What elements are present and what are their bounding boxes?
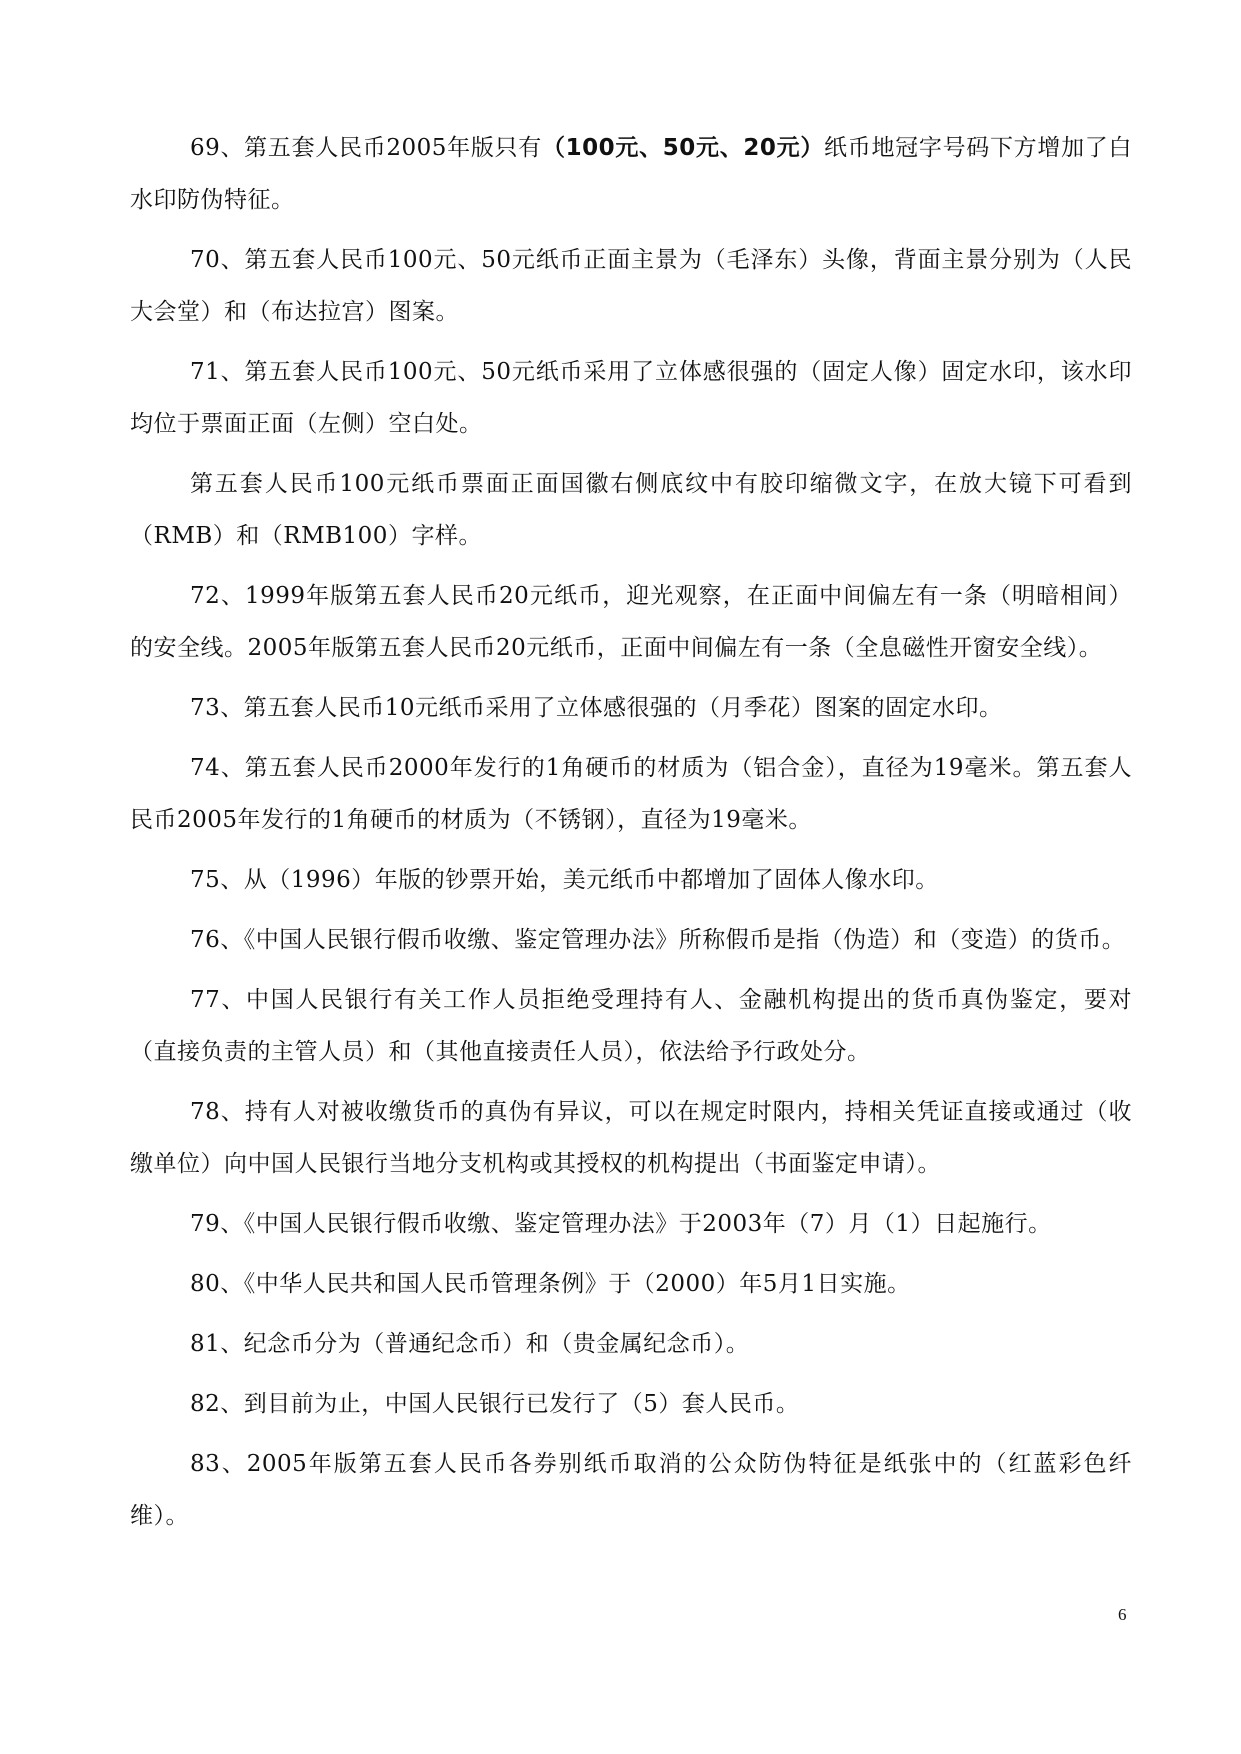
page-number: 6 <box>1118 1605 1127 1624</box>
paragraph-69-bold-denominations: （100元、50元、20元） <box>541 135 825 161</box>
paragraph-72: 72、1999年版第五套人民币20元纸币，迎光观察，在正面中间偏左有一条（明暗相间）的安全线。2005年版第五套人民币20元纸币，正面中间偏左有一条（全息磁性开窗安全线）。 <box>130 583 1132 661</box>
paragraph-69-text-start: 69、第五套人民币2005年版只有 <box>190 135 542 161</box>
paragraph-71-continued: 第五套人民币100元纸币票面正面国徽右侧底纹中有胶印缩微文字，在放大镜下可看到（RMB）和（RMB100）字样。 <box>130 471 1132 549</box>
paragraph-71: 71、第五套人民币100元、50元纸币采用了立体感很强的（固定人像）固定水印，该水印均位于票面正面（左侧）空白处。 <box>130 359 1132 437</box>
paragraph-81: 81、纪念币分为（普通纪念币）和（贵金属纪念币）。 <box>190 1331 750 1357</box>
paragraph-73: 73、第五套人民币10元纸币采用了立体感很强的（月季花）图案的固定水印。 <box>190 695 1003 721</box>
paragraph-80: 80、《中华人民共和国人民币管理条例》于（2000）年5月1日实施。 <box>190 1271 911 1297</box>
document-body <box>130 122 1132 1550</box>
paragraph-69 <box>130 122 1132 226</box>
paragraph-74: 74、第五套人民币2000年发行的1角硬币的材质为（铝合金），直径为19毫米。第五套人民币2005年发行的1角硬币的材质为（不锈钢），直径为19毫米。 <box>130 755 1132 833</box>
paragraph-82: 82、到目前为止，中国人民银行已发行了（5）套人民币。 <box>190 1391 800 1417</box>
paragraph-76: 76、《中国人民银行假币收缴、鉴定管理办法》所称假币是指（伪造）和（变造）的货币。 <box>190 927 1126 953</box>
paragraph-70: 70、第五套人民币100元、50元纸币正面主景为（毛泽东）头像，背面主景分别为（人民大会堂）和（布达拉宫）图案。 <box>130 247 1132 325</box>
paragraph-75: 75、从（1996）年版的钞票开始，美元纸币中都增加了固体人像水印。 <box>190 867 939 893</box>
paragraph-78: 78、持有人对被收缴货币的真伪有异议，可以在规定时限内，持相关凭证直接或通过（收缴单位）向中国人民银行当地分支机构或其授权的机构提出（书面鉴定申请）。 <box>130 1099 1132 1177</box>
paragraph-77: 77、中国人民银行有关工作人员拒绝受理持有人、金融机构提出的货币真伪鉴定，要对（直接负责的主管人员）和（其他直接责任人员），依法给予行政处分。 <box>130 987 1132 1065</box>
paragraph-69-text-end: 纸币地冠字号码下方增加了白水印防伪特征。 <box>130 135 1133 213</box>
paragraph-79: 79、《中国人民银行假币收缴、鉴定管理办法》于2003年（7）月（1）日起施行。 <box>190 1211 1052 1237</box>
paragraph-83: 83、2005年版第五套人民币各券别纸币取消的公众防伪特征是纸张中的（红蓝彩色纤维）。 <box>130 1451 1132 1529</box>
